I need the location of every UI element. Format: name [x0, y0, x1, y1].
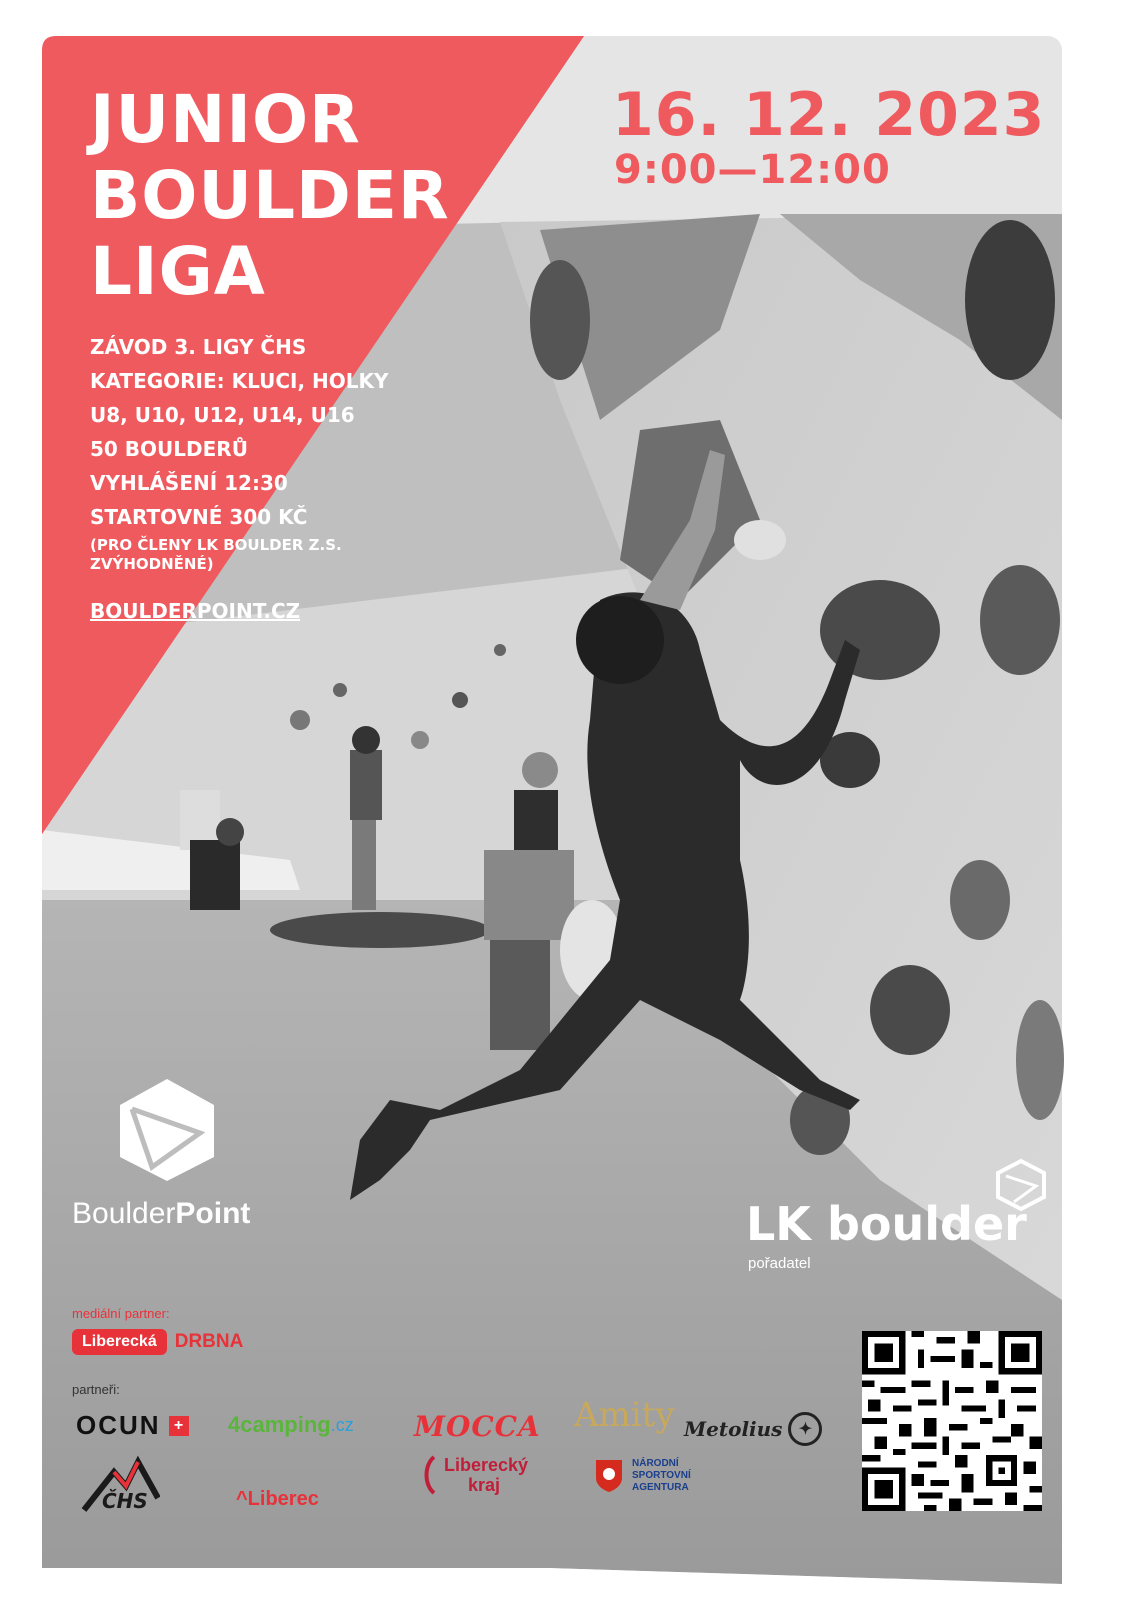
website-link[interactable]: BOULDERPOINT.CZ: [90, 599, 301, 623]
detail-line-3: U8, U10, U12, U14, U16: [90, 403, 355, 427]
amity-logo: Amity: [574, 1395, 675, 1435]
kraj-line-2: kraj: [468, 1475, 501, 1495]
nsa-line-3: AGENTURA: [632, 1482, 689, 1493]
ocun-text: OCUN: [76, 1410, 161, 1440]
venue-name-bold: Point: [175, 1197, 251, 1230]
liberec-logo: ^Liberec: [236, 1488, 319, 1510]
metolius-circle-icon: ✦: [788, 1412, 822, 1446]
event-title: [90, 82, 450, 310]
detail-line-5: VYHLÁŠENÍ 12:30: [90, 471, 288, 495]
kraj-swoosh-icon: [420, 1455, 440, 1495]
nsa-line-1: NÁRODNÍ: [632, 1458, 679, 1469]
organizer-name: LK boulder: [746, 1197, 1027, 1251]
detail-line-6: STARTOVNÉ 300 KČ: [90, 505, 308, 529]
event-time: 9:00—12:00: [614, 147, 891, 193]
detail-note-2: ZVÝHODNĚNÉ): [90, 555, 214, 573]
detail-line-2: KATEGORIE: KLUCI, HOLKY: [90, 369, 389, 393]
boulderpoint-hexagon-icon: [112, 1075, 222, 1185]
venue-name: [72, 1196, 250, 1232]
plus-icon: +: [169, 1416, 189, 1436]
chs-logo: [80, 1450, 160, 1514]
qr-code[interactable]: [862, 1331, 1042, 1511]
ocun-logo: [76, 1410, 189, 1441]
chs-text: ČHS: [102, 1489, 148, 1513]
kraj-line-1: Liberecký: [444, 1455, 529, 1475]
title-line-1: JUNIOR: [90, 81, 361, 158]
camping-text: 4camping: [228, 1412, 331, 1437]
drbna-box-text: Liberecká: [72, 1329, 167, 1355]
title-line-3: LIGA: [90, 233, 266, 310]
venue-name-regular: Boulder: [72, 1197, 176, 1230]
detail-note-1: (PRO ČLENY LK BOULDER Z.S.: [90, 536, 342, 554]
liberecka-drbna-logo: [72, 1328, 243, 1356]
event-details: [90, 330, 510, 624]
detail-line-1: ZÁVOD 3. LIGY ČHS: [90, 335, 307, 359]
partners-label: partneři:: [72, 1382, 120, 1397]
nsa-line-2: SPORTOVNÍ: [632, 1470, 691, 1481]
mountain-icon: [80, 1450, 160, 1514]
mocca-logo: MOCCA: [414, 1410, 541, 1443]
event-date: 16. 12. 2023: [612, 80, 1046, 150]
drbna-text: DRBNA: [174, 1331, 244, 1352]
metolius-text: Metolius: [684, 1417, 783, 1441]
media-partner-label: mediální partner:: [72, 1306, 170, 1321]
4camping-logo: [228, 1412, 354, 1438]
title-line-2: BOULDER: [90, 157, 450, 234]
organizer-role: pořadatel: [748, 1255, 811, 1272]
nsa-logo: [594, 1458, 691, 1494]
liberecky-kraj-logo: [420, 1455, 528, 1495]
metolius-logo: [684, 1412, 822, 1446]
detail-line-4: 50 BOULDERŮ: [90, 437, 248, 461]
camping-tld: .cz: [330, 1414, 354, 1435]
czech-coat-of-arms-icon: [594, 1458, 624, 1494]
